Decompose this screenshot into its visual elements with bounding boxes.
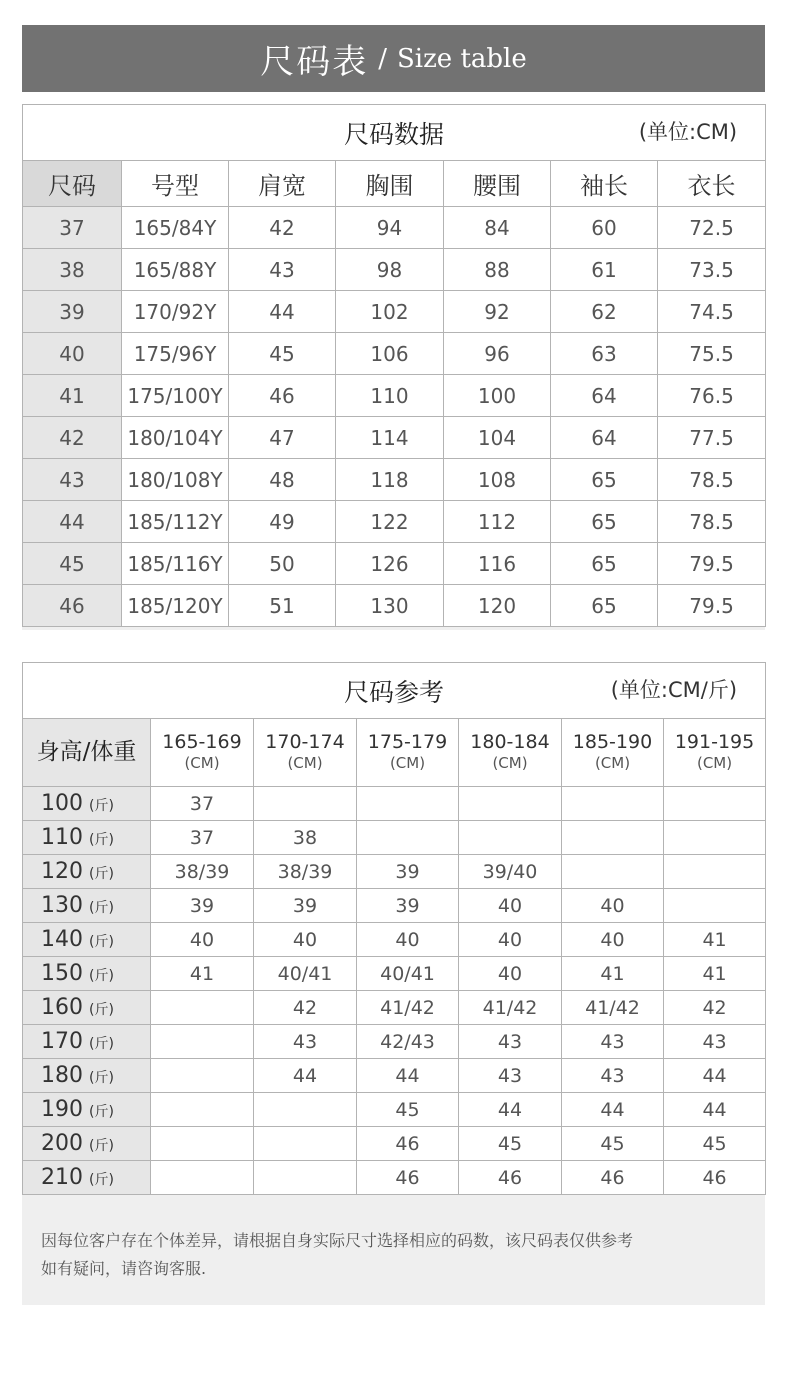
size-data-column-header: 腰围 <box>444 161 551 207</box>
table-cell: 60 <box>551 207 658 249</box>
table-row <box>23 249 766 291</box>
table-cell: 65 <box>551 543 658 585</box>
table-cell: 165/88Y <box>122 249 229 291</box>
table-cell: 44 <box>229 291 336 333</box>
table-cell: 41 <box>151 957 254 991</box>
table-cell: 44 <box>357 1059 459 1093</box>
table-cell: 38/39 <box>151 855 254 889</box>
size-data-column-header: 胸围 <box>336 161 444 207</box>
table-cell: 78.5 <box>658 459 766 501</box>
table-cell: 39 <box>357 855 459 889</box>
height-range-header <box>151 719 254 787</box>
weight-label-cell <box>23 1093 151 1127</box>
table-cell: 64 <box>551 375 658 417</box>
height-range: 191-195 <box>674 730 755 753</box>
disclaimer-line-2: 如有疑问，请咨询客服. <box>41 1259 207 1278</box>
table-cell: 63 <box>551 333 658 375</box>
weight-unit: (斤) <box>89 832 114 848</box>
table-cell: 51 <box>229 585 336 627</box>
table-cell <box>254 1093 357 1127</box>
table-cell: 43 <box>664 1025 766 1059</box>
weight-unit: (斤) <box>89 968 114 984</box>
table-cell: 40 <box>151 923 254 957</box>
table-cell <box>664 889 766 923</box>
table-cell: 43 <box>459 1025 562 1059</box>
weight-unit: (斤) <box>89 934 114 950</box>
table-cell: 185/120Y <box>122 585 229 627</box>
size-label-cell: 37 <box>23 207 122 249</box>
table-cell <box>151 1025 254 1059</box>
table-cell <box>151 1127 254 1161</box>
table-cell <box>151 1059 254 1093</box>
table-cell <box>459 821 562 855</box>
table-cell <box>254 1161 357 1195</box>
table-cell: 40 <box>459 889 562 923</box>
banner-title-separator: / <box>378 43 387 74</box>
table-row <box>23 291 766 333</box>
size-label-cell: 44 <box>23 501 122 543</box>
table-cell: 40 <box>562 923 664 957</box>
table-cell: 46 <box>562 1161 664 1195</box>
weight-unit: (斤) <box>89 1172 114 1188</box>
table-cell: 165/84Y <box>122 207 229 249</box>
table-cell: 185/112Y <box>122 501 229 543</box>
table-cell <box>562 787 664 821</box>
weight-value: 110 <box>41 825 83 850</box>
table-cell: 38 <box>254 821 357 855</box>
table-cell: 42 <box>664 991 766 1025</box>
table-cell: 78.5 <box>658 501 766 543</box>
weight-label-cell <box>23 957 151 991</box>
height-range-unit: (CM) <box>594 753 631 772</box>
disclaimer-line-1: 因每位客户存在个体差异，请根据自身实际尺寸选择相应的码数，该尺码表仅供参考 <box>41 1231 634 1250</box>
table-cell: 43 <box>562 1059 664 1093</box>
table-cell: 40 <box>562 889 664 923</box>
size-reference-unit: (单位:CM/斤) <box>610 678 738 702</box>
weight-label-cell <box>23 787 151 821</box>
weight-label-cell <box>23 855 151 889</box>
weight-unit: (斤) <box>89 900 114 916</box>
table-cell: 42 <box>229 207 336 249</box>
table-cell: 44 <box>664 1059 766 1093</box>
table-cell: 41/42 <box>562 991 664 1025</box>
height-range-header <box>459 719 562 787</box>
weight-unit: (斤) <box>89 866 114 882</box>
table-cell: 40/41 <box>254 957 357 991</box>
table-cell: 40/41 <box>357 957 459 991</box>
table-cell: 74.5 <box>658 291 766 333</box>
table-row <box>23 1161 766 1195</box>
table-row <box>23 821 766 855</box>
table-cell: 88 <box>444 249 551 291</box>
table-row <box>23 1127 766 1161</box>
table-row <box>23 417 766 459</box>
table-cell: 110 <box>336 375 444 417</box>
size-data-header-row <box>23 161 766 207</box>
table-cell: 39 <box>357 889 459 923</box>
table-row <box>23 459 766 501</box>
table-cell: 43 <box>562 1025 664 1059</box>
table-cell: 38/39 <box>254 855 357 889</box>
table-row <box>23 585 766 627</box>
weight-value: 180 <box>41 1063 83 1088</box>
table-cell: 96 <box>444 333 551 375</box>
weight-unit: (斤) <box>89 1036 114 1052</box>
height-weight-corner-label: 身高/体重 <box>23 719 151 787</box>
weight-value: 130 <box>41 893 83 918</box>
table-cell: 106 <box>336 333 444 375</box>
height-range: 175-179 <box>367 730 448 753</box>
table-cell: 72.5 <box>658 207 766 249</box>
table-cell: 100 <box>444 375 551 417</box>
table-cell: 50 <box>229 543 336 585</box>
table-cell: 46 <box>357 1161 459 1195</box>
table-cell <box>151 1093 254 1127</box>
weight-unit: (斤) <box>89 798 114 814</box>
table-cell: 39 <box>254 889 357 923</box>
size-data-title-cell <box>23 105 766 161</box>
banner-title-en: Size table <box>396 43 527 74</box>
table-cell: 45 <box>459 1127 562 1161</box>
height-range-unit: (CM) <box>696 753 733 772</box>
table-cell: 62 <box>551 291 658 333</box>
table-row <box>23 1059 766 1093</box>
table-cell: 43 <box>254 1025 357 1059</box>
table-cell: 44 <box>562 1093 664 1127</box>
table-cell: 77.5 <box>658 417 766 459</box>
table-cell: 130 <box>336 585 444 627</box>
table-row <box>23 923 766 957</box>
banner-title-zh: 尺码表 <box>260 42 369 82</box>
table-cell: 76.5 <box>658 375 766 417</box>
height-range-header <box>357 719 459 787</box>
height-range-unit: (CM) <box>389 753 426 772</box>
table-cell <box>459 787 562 821</box>
table-cell: 84 <box>444 207 551 249</box>
weight-value: 170 <box>41 1029 83 1054</box>
table-cell: 39/40 <box>459 855 562 889</box>
table-cell: 45 <box>562 1127 664 1161</box>
height-range: 180-184 <box>470 730 550 753</box>
table-cell: 41 <box>664 923 766 957</box>
table-cell <box>357 821 459 855</box>
size-data-title: 尺码数据 <box>344 119 445 149</box>
table-cell: 43 <box>459 1059 562 1093</box>
table-cell: 122 <box>336 501 444 543</box>
table-cell: 65 <box>551 585 658 627</box>
table-cell: 42 <box>254 991 357 1025</box>
table-cell: 175/100Y <box>122 375 229 417</box>
size-data-table <box>22 104 766 627</box>
table-row <box>23 957 766 991</box>
table-cell: 65 <box>551 459 658 501</box>
table-cell: 41 <box>562 957 664 991</box>
table-cell: 41 <box>664 957 766 991</box>
table-cell: 112 <box>444 501 551 543</box>
table-cell: 175/96Y <box>122 333 229 375</box>
height-range-unit: (CM) <box>184 753 220 772</box>
size-reference-panel <box>22 662 765 1204</box>
table-cell: 102 <box>336 291 444 333</box>
table-row <box>23 333 766 375</box>
table-cell <box>151 1161 254 1195</box>
weight-value: 150 <box>41 961 83 986</box>
height-range: 185-190 <box>572 730 653 753</box>
table-cell: 46 <box>459 1161 562 1195</box>
size-label-cell: 45 <box>23 543 122 585</box>
table-cell: 43 <box>229 249 336 291</box>
table-cell: 45 <box>357 1093 459 1127</box>
size-label-cell: 42 <box>23 417 122 459</box>
table-row <box>23 375 766 417</box>
table-row <box>23 787 766 821</box>
size-data-panel <box>22 104 765 630</box>
table-cell: 46 <box>229 375 336 417</box>
table-cell: 94 <box>336 207 444 249</box>
table-cell: 44 <box>459 1093 562 1127</box>
page-banner <box>22 25 765 92</box>
weight-label-cell <box>23 1025 151 1059</box>
weight-value: 210 <box>41 1165 83 1190</box>
table-cell: 92 <box>444 291 551 333</box>
table-row <box>23 1025 766 1059</box>
table-cell: 37 <box>151 787 254 821</box>
weight-label-cell <box>23 991 151 1025</box>
table-cell: 40 <box>254 923 357 957</box>
size-reference-table <box>22 662 766 1195</box>
table-cell <box>254 1127 357 1161</box>
table-cell: 64 <box>551 417 658 459</box>
height-range: 170-174 <box>265 730 345 753</box>
table-cell: 75.5 <box>658 333 766 375</box>
table-cell: 44 <box>664 1093 766 1127</box>
table-cell <box>151 991 254 1025</box>
size-reference-title: 尺码参考 <box>344 677 445 707</box>
table-row <box>23 855 766 889</box>
weight-value: 140 <box>41 927 83 952</box>
table-cell: 40 <box>357 923 459 957</box>
weight-label-cell <box>23 923 151 957</box>
table-cell: 46 <box>664 1161 766 1195</box>
table-cell: 180/104Y <box>122 417 229 459</box>
weight-label-cell <box>23 1059 151 1093</box>
table-cell: 120 <box>444 585 551 627</box>
table-cell: 79.5 <box>658 543 766 585</box>
size-label-cell: 40 <box>23 333 122 375</box>
table-cell: 73.5 <box>658 249 766 291</box>
size-data-column-header: 号型 <box>122 161 229 207</box>
table-cell: 45 <box>664 1127 766 1161</box>
height-range-header <box>664 719 766 787</box>
table-cell: 170/92Y <box>122 291 229 333</box>
table-cell <box>664 787 766 821</box>
height-range-header <box>562 719 664 787</box>
table-cell: 42/43 <box>357 1025 459 1059</box>
weight-unit: (斤) <box>89 1138 114 1154</box>
table-cell: 40 <box>459 957 562 991</box>
table-cell: 41/42 <box>459 991 562 1025</box>
size-label-cell: 43 <box>23 459 122 501</box>
table-cell: 65 <box>551 501 658 543</box>
table-cell <box>664 821 766 855</box>
height-range: 165-169 <box>162 730 242 753</box>
weight-label-cell <box>23 889 151 923</box>
weight-label-cell <box>23 821 151 855</box>
table-cell <box>357 787 459 821</box>
table-cell: 47 <box>229 417 336 459</box>
table-row <box>23 543 766 585</box>
table-cell <box>664 855 766 889</box>
size-label-cell: 38 <box>23 249 122 291</box>
size-label-cell: 46 <box>23 585 122 627</box>
table-cell: 61 <box>551 249 658 291</box>
table-cell: 49 <box>229 501 336 543</box>
table-cell: 185/116Y <box>122 543 229 585</box>
disclaimer-note <box>22 1204 765 1305</box>
height-range-unit: (CM) <box>492 753 528 772</box>
weight-unit: (斤) <box>89 1002 114 1018</box>
table-cell: 48 <box>229 459 336 501</box>
weight-value: 100 <box>41 791 83 816</box>
table-row <box>23 889 766 923</box>
table-cell: 98 <box>336 249 444 291</box>
table-cell: 180/108Y <box>122 459 229 501</box>
table-cell: 45 <box>229 333 336 375</box>
size-reference-header-row <box>23 719 766 787</box>
table-cell: 39 <box>151 889 254 923</box>
weight-label-cell <box>23 1161 151 1195</box>
size-data-column-header: 尺码 <box>23 161 122 207</box>
height-range-header <box>254 719 357 787</box>
table-row <box>23 991 766 1025</box>
table-cell: 37 <box>151 821 254 855</box>
table-cell: 118 <box>336 459 444 501</box>
table-cell: 79.5 <box>658 585 766 627</box>
weight-label-cell <box>23 1127 151 1161</box>
table-row <box>23 1093 766 1127</box>
table-cell: 104 <box>444 417 551 459</box>
table-row <box>23 207 766 249</box>
table-cell <box>254 787 357 821</box>
table-cell: 108 <box>444 459 551 501</box>
size-reference-title-cell <box>23 663 766 719</box>
weight-unit: (斤) <box>89 1070 114 1086</box>
size-label-cell: 41 <box>23 375 122 417</box>
table-row <box>23 501 766 543</box>
size-data-column-header: 肩宽 <box>229 161 336 207</box>
table-cell <box>562 821 664 855</box>
weight-unit: (斤) <box>89 1104 114 1120</box>
size-data-column-header: 袖长 <box>551 161 658 207</box>
table-cell: 116 <box>444 543 551 585</box>
table-cell: 40 <box>459 923 562 957</box>
table-cell: 114 <box>336 417 444 459</box>
size-label-cell: 39 <box>23 291 122 333</box>
table-cell: 44 <box>254 1059 357 1093</box>
size-data-unit: (单位:CM) <box>638 120 738 144</box>
table-cell: 46 <box>357 1127 459 1161</box>
table-cell: 126 <box>336 543 444 585</box>
table-cell <box>562 855 664 889</box>
weight-value: 120 <box>41 859 83 884</box>
size-data-column-header: 衣长 <box>658 161 766 207</box>
height-range-unit: (CM) <box>287 753 323 772</box>
weight-value: 160 <box>41 995 83 1020</box>
weight-value: 200 <box>41 1131 83 1156</box>
weight-value: 190 <box>41 1097 83 1122</box>
table-cell: 41/42 <box>357 991 459 1025</box>
